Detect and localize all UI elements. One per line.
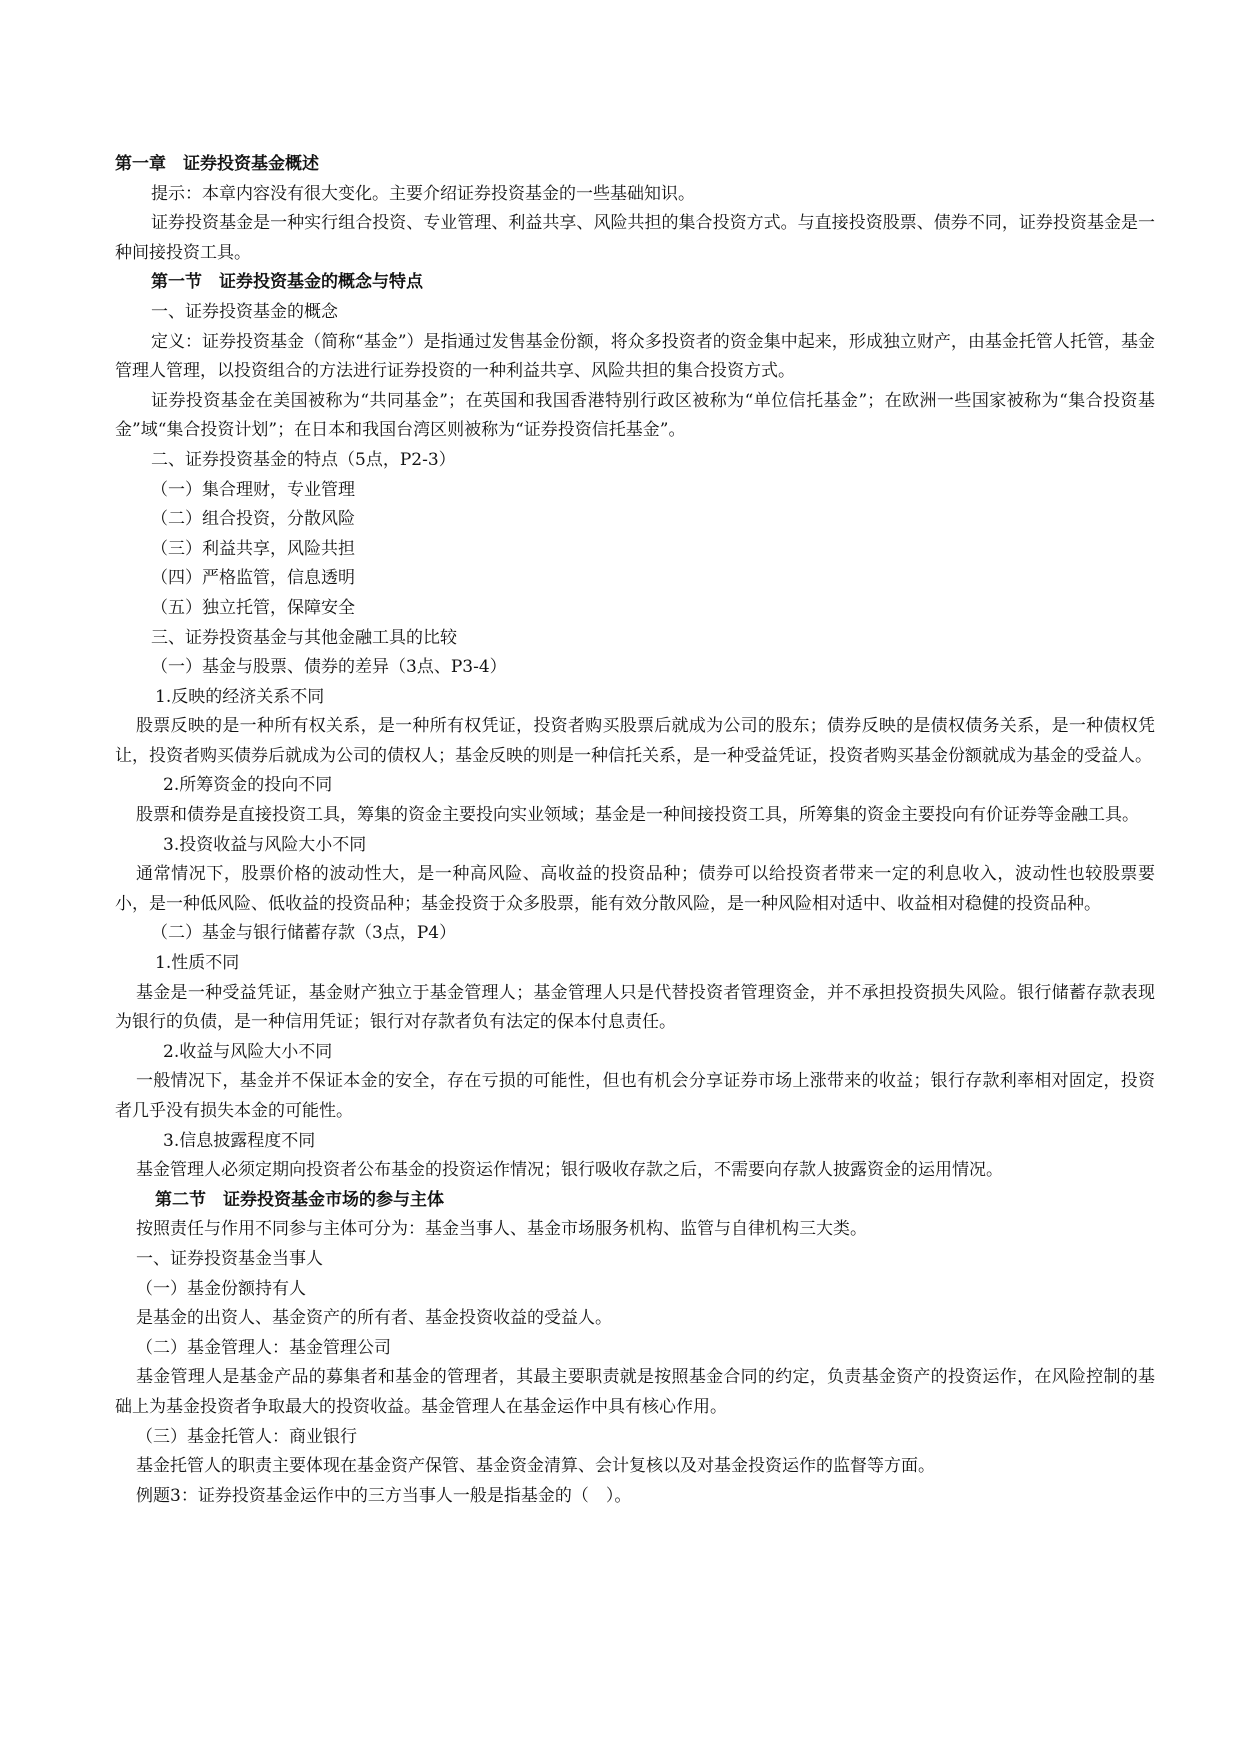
subheading-line: （二）基金与银行储蓄存款（3点，P4） (151, 923, 457, 944)
paragraph: 股票和债券是直接投资工具，筹集的资金主要投向实业领域；基金是一种间接投资工具，所筹集的资金主要投向有价证券等金融工具。 (136, 805, 1139, 826)
text-line: 基金管理人必须定期向投资者公布基金的投资运作情况；银行吸收存款之后，不需要向存款人披露资金的运用情况。 (136, 1160, 1003, 1181)
paragraph: 证券投资基金在美国被称为“共同基金”；在英国和我国香港特别行政区被称为“单位信托基金”；在欧洲一些国家被称为“集合投资基金”域“集合投资计划”；在日本和我国台湾区则被称为“证券投资信托基金”。 (115, 390, 1155, 441)
numbered-item: 3.投资收益与风险大小不同 (163, 834, 367, 855)
heading-line: 二、证券投资基金的特点（5点，P2-3） (151, 449, 456, 470)
text-line: 按照责任与作用不同参与主体可分为：基金当事人、基金市场服务机构、监管与自律机构三大类。 (136, 1219, 867, 1240)
list-item: （一）集合理财，专业管理 (151, 479, 355, 500)
paragraph: 定义：证券投资基金（简称“基金”）是指通过发售基金份额，将众多投资者的资金集中起来，形成独立财产，由基金托管人托管，基金管理人管理，以投资组合的方法进行证券投资的一种利益共享、风险共担的集合投资方式。 (115, 331, 1155, 382)
text-line: 基金托管人的职责主要体现在基金资产保管、基金资金清算、会计复核以及对基金投资运作的监督等方面。 (136, 1456, 935, 1477)
subheading-line: （一）基金份额持有人 (136, 1278, 306, 1299)
section-title: 第二节 证券投资基金市场的参与主体 (155, 1189, 444, 1210)
chapter-title: 第一章 证券投资基金概述 (115, 154, 319, 174)
paragraph: 证券投资基金是一种实行组合投资、专业管理、利益共享、风险共担的集合投资方式。与直接投资股票、债券不同，证券投资基金是一种间接投资工具。 (115, 213, 1155, 263)
heading-line: 三、证券投资基金与其他金融工具的比较 (151, 627, 457, 648)
text-line: 提示：本章内容没有很大变化。主要介绍证券投资基金的一些基础知识。 (151, 183, 695, 204)
document-page (115, 150, 1155, 1511)
text-line: 是基金的出资人、基金资产的所有者、基金投资收益的受益人。 (136, 1308, 612, 1329)
heading-line: 一、证券投资基金的概念 (151, 301, 338, 322)
list-item: （四）严格监管，信息透明 (151, 568, 355, 589)
paragraph: 通常情况下，股票价格的波动性大，是一种高风险、高收益的投资品种；债券可以给投资者带来一定的利息收入，波动性也较股票要小，是一种低风险、低收益的投资品种；基金投资于众多股票，能有效分散风险，是一种风险相对适中、收益相对稳健的投资品种。 (115, 864, 1155, 914)
paragraph: 股票反映的是一种所有权关系，是一种所有权凭证，投资者购买股票后就成为公司的股东；债券反映的是债权债务关系，是一种债权凭让，投资者购买债券后就成为公司的债权人；基金反映的则是一种信托关系，是一种受益凭证，投资者购买基金份额就成为基金的受益人。 (115, 716, 1155, 766)
numbered-item: 1.反映的经济关系不同 (155, 686, 325, 707)
numbered-item: 2.所筹资金的投向不同 (163, 775, 333, 796)
paragraph: 基金管理人是基金产品的募集者和基金的管理者，其最主要职责就是按照基金合同的约定，负责基金资产的投资运作，在风险控制的基础上为基金投资者争取最大的投资收益。基金管理人在基金运作中具有核心作用。 (115, 1367, 1155, 1417)
list-item: （五）独立托管，保障安全 (151, 597, 355, 618)
paragraph: 基金是一种受益凭证，基金财产独立于基金管理人；基金管理人只是代替投资者管理资金，并不承担投资损失风险。银行储蓄存款表现为银行的负债，是一种信用凭证；银行对存款者负有法定的保本付息责任。 (115, 982, 1155, 1033)
heading-line: 一、证券投资基金当事人 (136, 1248, 323, 1269)
paragraph: 一般情况下，基金并不保证本金的安全，存在亏损的可能性，但也有机会分享证券市场上涨带来的收益；银行存款利率相对固定，投资者几乎没有损失本金的可能性。 (115, 1071, 1155, 1121)
example-question: 例题3：证券投资基金运作中的三方当事人一般是指基金的（ ）。 (136, 1485, 632, 1506)
numbered-item: 2.收益与风险大小不同 (163, 1041, 333, 1062)
numbered-item: 1.性质不同 (155, 953, 240, 974)
list-item: （三）利益共享，风险共担 (151, 538, 355, 559)
section-title: 第一节 证券投资基金的概念与特点 (151, 272, 423, 293)
subheading-line: （三）基金托管人：商业银行 (136, 1426, 357, 1447)
list-item: （二）组合投资，分散风险 (151, 509, 355, 530)
numbered-item: 3.信息披露程度不同 (163, 1130, 316, 1151)
subheading-line: （二）基金管理人：基金管理公司 (136, 1337, 391, 1358)
subheading-line: （一）基金与股票、债券的差异（3点、P3-4） (151, 657, 507, 678)
